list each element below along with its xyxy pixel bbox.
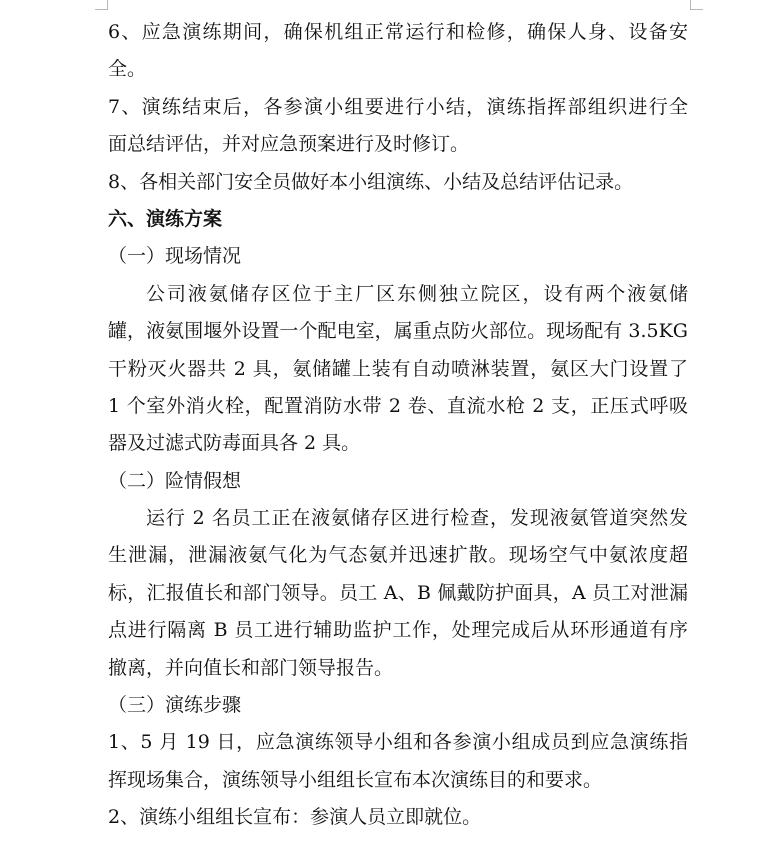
- text-line: 撤离，并向值长和部门领导报告。: [108, 656, 394, 679]
- text-line: 罐，液氨围堰外设置一个配电室，属重点防火部位。现场配有 3.5KG: [108, 320, 688, 343]
- text-line: 8、各相关部门安全员做好本小组演练、小结及总结评估记录。: [108, 170, 634, 193]
- margin-corner-mark-right: [690, 0, 703, 10]
- text-line: 1 个室外消火栓，配置消防水带 2 卷、直流水枪 2 支，正压式呼吸: [108, 394, 688, 417]
- text-line: 标，汇报值长和部门领导。员工 A、B 佩戴防护面具，A 员工对泄漏: [108, 581, 688, 604]
- subsection-heading: （三）演练步骤: [108, 694, 242, 717]
- text-line: 干粉灭火器共 2 具，氨储罐上装有自动喷淋装置，氨区大门设置了: [108, 357, 688, 380]
- text-line: 生泄漏，泄漏液氨气化为气态氨并迅速扩散。现场空气中氨浓度超: [108, 544, 688, 567]
- text-line: 挥现场集合，演练领导小组组长宣布本次演练目的和要求。: [108, 768, 603, 791]
- text-line: 运行 2 名员工正在液氨储存区进行检查，发现液氨管道突然发: [146, 507, 688, 530]
- text-line: 面总结评估，并对应急预案进行及时修订。: [108, 133, 470, 156]
- text-line: 2、演练小组组长宣布：参演人员立即就位。: [108, 806, 482, 829]
- text-line: 公司液氨储存区位于主厂区东侧独立院区，设有两个液氨储: [146, 282, 688, 305]
- text-line: 器及过滤式防毒面具各 2 具。: [108, 432, 361, 455]
- text-line: 1、5 月 19 日，应急演练领导小组和各参演小组成员到应急演练指: [108, 731, 688, 754]
- margin-corner-mark-left: [95, 0, 108, 10]
- subsection-heading: （一）现场情况: [108, 245, 242, 268]
- text-line: 全。: [108, 58, 147, 81]
- text-line: 点进行隔离 B 员工进行辅助监护工作，处理完成后从环形通道有序: [108, 619, 688, 642]
- text-line: 7、演练结束后，各参演小组要进行小结，演练指挥部组织进行全: [108, 95, 688, 118]
- document-body: [108, 14, 688, 837]
- subsection-heading: （二）险情假想: [108, 469, 242, 492]
- section-heading: 六、演练方案: [108, 207, 223, 230]
- text-line: 6、应急演练期间，确保机组正常运行和检修，确保人身、设备安: [108, 21, 688, 43]
